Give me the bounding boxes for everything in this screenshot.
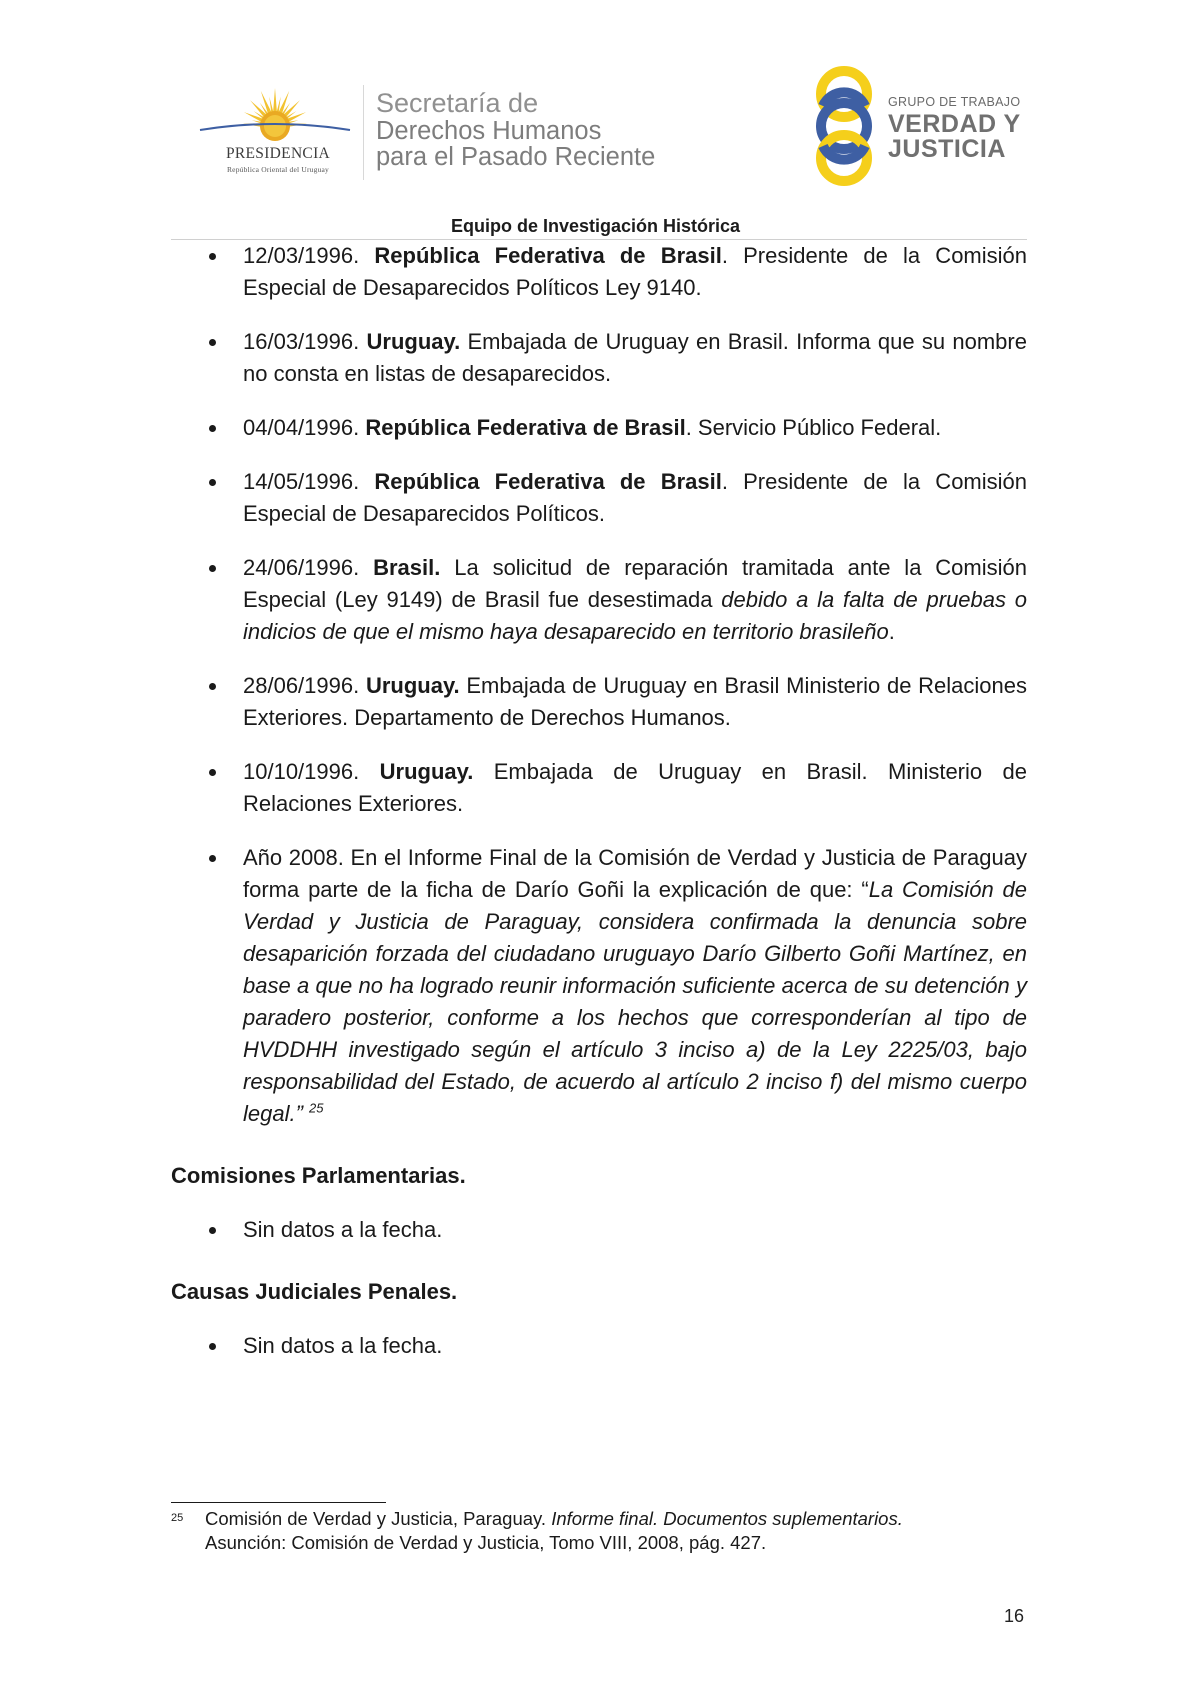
footnote-text-italic: Informe final. Documentos suplementarios. bbox=[551, 1508, 903, 1529]
item-tail: . bbox=[888, 619, 895, 644]
logo-divider bbox=[363, 85, 364, 180]
item-date: 24/06/1996. bbox=[243, 555, 360, 580]
presidencia-subtitle: República Oriental del Uruguay bbox=[226, 165, 329, 174]
footnote-rule bbox=[171, 1502, 386, 1503]
item-text: Año 2008. En el Informe Final de la Comisión de Verdad y Justicia de Paraguay forma parte de la ficha de Darío Goñi la explicación de que: “ bbox=[243, 845, 1027, 902]
list-item bbox=[171, 552, 1027, 648]
bullet-icon bbox=[209, 253, 216, 260]
item-date: 16/03/1996. bbox=[243, 329, 360, 354]
presidencia-label: PRESIDENCIA bbox=[225, 145, 331, 162]
item-text: Embajada de Uruguay en Brasil. Informa que su nombre no consta en listas de desaparecidos. bbox=[243, 329, 1027, 386]
item-italic-quote: La Comisión de Verdad y Justicia de Paraguay, considera confirmada la denuncia sobre desaparición forzada del ciudadano uruguayo Darío Gilberto Goñi Martínez, en base a que no ha logrado reunir información suficiente acerca de su detención y paradero posterior, conforme a los hechos que corresponderían al tipo de HVDDHH investigado según el artículo 3 inciso a) de la Ley 2225/03, bajo responsabilidad del Estado, de acuerdo al artículo 2 inciso f) del mismo cuerpo legal.” bbox=[243, 877, 1027, 1126]
gtvj-line2: VERDAD Y bbox=[888, 109, 1021, 138]
item-text: . Servicio Público Federal. bbox=[685, 415, 942, 440]
item-italic-text: debido a la falta de pruebas o indicios de que el mismo haya desaparecido en territorio brasileño bbox=[243, 587, 1027, 644]
item-date: 04/04/1996. bbox=[243, 415, 360, 440]
section-list bbox=[171, 1330, 1027, 1362]
bullet-icon bbox=[209, 1343, 216, 1350]
footnote-text-plain: Comisión de Verdad y Justicia, Paraguay. bbox=[205, 1508, 552, 1529]
item-entity: República Federativa de Brasil bbox=[374, 243, 722, 268]
gtvj-line3: JUSTICIA bbox=[888, 134, 1006, 163]
list-item bbox=[171, 412, 1027, 444]
page-number: 16 bbox=[1004, 1606, 1025, 1626]
list-item bbox=[171, 326, 1027, 390]
item-entity: Uruguay. bbox=[365, 673, 460, 698]
team-title: Equipo de Investigación Histórica bbox=[450, 216, 741, 236]
bullet-icon bbox=[209, 1227, 216, 1234]
section-heading: Comisiones Parlamentarias. bbox=[171, 1163, 466, 1188]
list-item bbox=[171, 670, 1027, 734]
list-item bbox=[171, 1330, 1027, 1362]
item-date: 12/03/1996. bbox=[243, 243, 360, 268]
list-item bbox=[171, 240, 1027, 304]
item-entity: República Federativa de Brasil bbox=[365, 415, 686, 440]
bullet-icon bbox=[209, 565, 216, 572]
bullet-icon bbox=[209, 855, 216, 862]
list-item bbox=[171, 466, 1027, 530]
item-text: La solicitud de reparación tramitada ante la Comisión Especial (Ley 9149) de Brasil fue desestimada bbox=[243, 555, 1027, 612]
secretaria-logo-text bbox=[376, 90, 655, 170]
item-date: 10/10/1996. bbox=[243, 759, 360, 784]
secretaria-line1: Secretaría de bbox=[376, 88, 539, 118]
bullet-icon bbox=[209, 769, 216, 776]
footnote-number: 25 bbox=[171, 1512, 184, 1524]
item-text: Embajada de Uruguay en Brasil Ministerio de Relaciones Exteriores. Departamento de Derechos Humanos. bbox=[243, 673, 1027, 730]
list-item bbox=[171, 756, 1027, 820]
footnote-ref: 25 bbox=[309, 1100, 324, 1116]
secretaria-line2: Derechos Humanos bbox=[376, 116, 602, 145]
gtvj-line1: GRUPO DE TRABAJO bbox=[888, 95, 1021, 109]
footnote-line2: Asunción: Comisión de Verdad y Justicia, Tomo VIII, 2008, pág. 427. bbox=[205, 1532, 767, 1553]
item-date: 14/05/1996. bbox=[243, 469, 360, 494]
gtvj-logo-text bbox=[888, 96, 1021, 162]
footnote-text bbox=[171, 1507, 1027, 1531]
item-entity: República Federativa de Brasil bbox=[374, 469, 722, 494]
bullet-icon bbox=[209, 339, 216, 346]
item-text: Sin datos a la fecha. bbox=[243, 1333, 443, 1358]
section-heading: Causas Judiciales Penales. bbox=[171, 1279, 458, 1304]
sun-emblem-icon bbox=[195, 78, 355, 178]
item-date: 28/06/1996. bbox=[243, 673, 360, 698]
item-entity: Uruguay. bbox=[379, 759, 474, 784]
bullet-icon bbox=[209, 479, 216, 486]
item-entity: Uruguay. bbox=[366, 329, 461, 354]
footnote bbox=[171, 1507, 1027, 1555]
timeline-list bbox=[171, 240, 1027, 1130]
secretaria-line3: para el Pasado Reciente bbox=[376, 142, 656, 171]
item-text: Embajada de Uruguay en Brasil. Ministerio de Relaciones Exteriores. bbox=[243, 759, 1027, 816]
list-item bbox=[171, 842, 1027, 1130]
item-text: . Presidente de la Comisión Especial de Desaparecidos Políticos. bbox=[243, 469, 1028, 526]
item-text: . Presidente de la Comisión Especial de Desaparecidos Políticos Ley 9140. bbox=[243, 243, 1028, 300]
bullet-icon bbox=[209, 683, 216, 690]
list-item bbox=[171, 1214, 1027, 1246]
document-body bbox=[171, 240, 1027, 1384]
bullet-icon bbox=[209, 425, 216, 432]
item-text: Sin datos a la fecha. bbox=[243, 1217, 443, 1242]
item-entity: Brasil. bbox=[373, 555, 441, 580]
section-list bbox=[171, 1214, 1027, 1246]
